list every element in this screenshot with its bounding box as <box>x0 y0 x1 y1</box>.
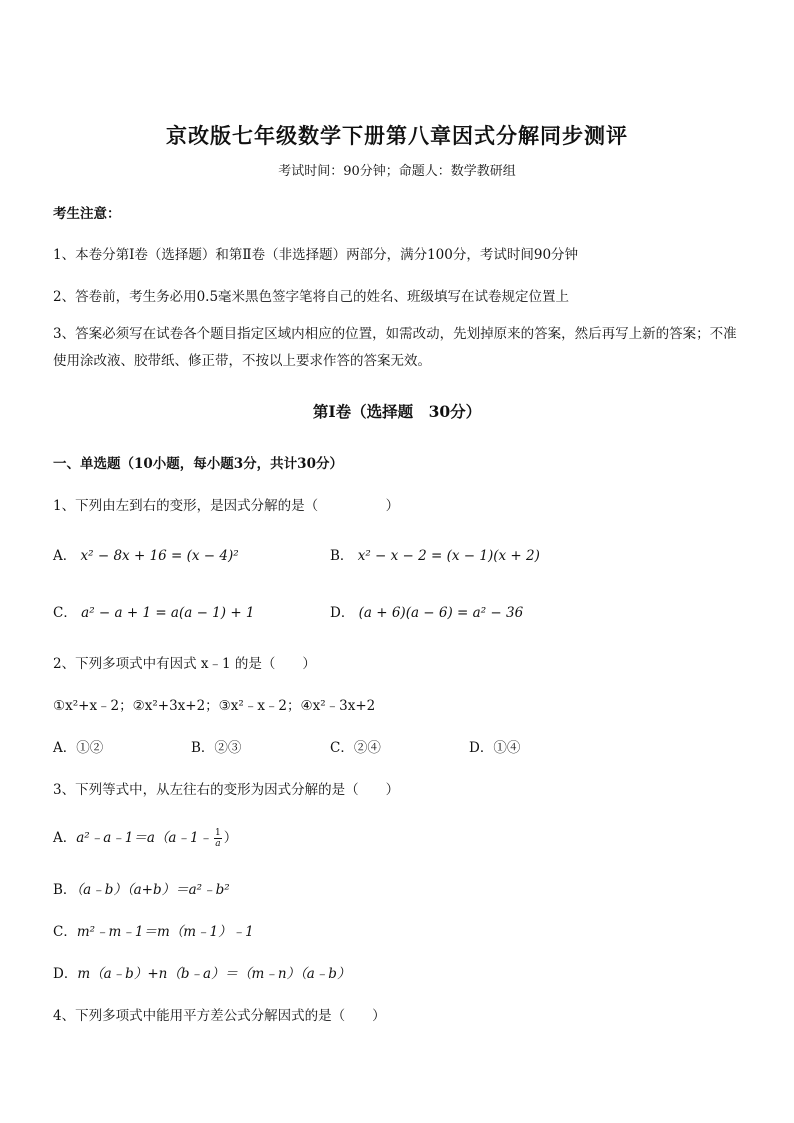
option-label: B． <box>191 740 215 756</box>
option-text: x² − 8x + 16 = (x − 4)² <box>80 548 239 564</box>
option-text: x² − x − 2 = (x − 1)(x + 2) <box>357 548 540 564</box>
fraction-numerator: 1 <box>215 828 221 838</box>
question-2-option-b <box>191 736 241 756</box>
part-title: 一、单选题（10小题，每小题3分，共计30分） <box>53 456 343 472</box>
option-label: B． <box>53 882 77 898</box>
notice-heading: 考生注意： <box>53 206 121 222</box>
question-3-option-b <box>53 878 230 898</box>
option-text: (a + 6)(a − 6) = a² − 36 <box>358 605 524 621</box>
question-2-option-d <box>469 736 520 756</box>
question-1-option-a <box>53 544 239 564</box>
option-text: a² − a + 1 = a(a − 1) + 1 <box>81 605 255 621</box>
option-label: A． <box>53 740 77 756</box>
fraction-denominator: a <box>215 839 221 849</box>
option-label: D． <box>330 605 355 621</box>
option-label: A． <box>53 548 77 564</box>
question-2-option-a <box>53 736 103 756</box>
question-1-option-d <box>330 601 523 621</box>
option-label: A． <box>53 830 77 846</box>
option-label: D． <box>53 966 78 982</box>
question-2-option-c <box>330 736 381 756</box>
option-text-end: ） <box>223 830 238 846</box>
option-label: C． <box>53 924 77 940</box>
question-1-option-b <box>330 544 540 564</box>
option-text: （a﹣b）（a+b）＝a²﹣b² <box>76 882 230 898</box>
option-label: C． <box>330 740 354 756</box>
option-text: a²﹣a﹣1＝a（a﹣1﹣ <box>76 830 213 846</box>
notice-item-3: 3、答案必须写在试卷各个题目指定区域内相应的位置，如需改动，先划掉原来的答案，然后再写上新的答案；不准使用涂改液、胶带纸、修正带，不按以上要求作答的答案无效。 <box>53 326 737 369</box>
question-3-option-d <box>53 962 350 982</box>
question-1-option-c <box>53 601 255 621</box>
question-1-stem: 1、下列由左到右的变形，是因式分解的是（ ） <box>53 498 400 514</box>
page-title: 京改版七年级数学下册第八章因式分解同步测评 <box>166 123 628 148</box>
fraction <box>214 828 222 849</box>
option-text: ①④ <box>493 740 521 756</box>
option-text: ①② <box>76 740 104 756</box>
question-3-stem: 3、下列等式中，从左往右的变形为因式分解的是（ ） <box>53 782 400 798</box>
question-2-stem: 2、下列多项式中有因式 x﹣1 的是（ ） <box>53 656 316 672</box>
option-text: m（a﹣b）+n（b﹣a）＝（m﹣n）（a﹣b） <box>77 966 351 982</box>
notice-item-2: 2、答卷前，考生务必用0.5毫米黑色签字笔将自己的姓名、班级填写在试卷规定位置上 <box>53 289 570 305</box>
section-title: 第Ⅰ卷（选择题 30分） <box>312 402 482 421</box>
option-label: D． <box>469 740 494 756</box>
option-text: ②④ <box>353 740 381 756</box>
exam-info: 考试时间：90分钟；命题人：数学教研组 <box>278 164 516 179</box>
question-3-option-a <box>53 826 237 849</box>
option-label: C． <box>53 605 77 621</box>
option-text: m²﹣m﹣1＝m（m﹣1）﹣1 <box>76 924 254 940</box>
notice-item-1: 1、本卷分第Ⅰ卷（选择题）和第Ⅱ卷（非选择题）两部分，满分100分，考试时间90分钟 <box>53 247 579 263</box>
question-2-list: ①x²+x﹣2；②x²+3x+2；③x²﹣x﹣2；④x²﹣3x+2 <box>53 698 376 714</box>
question-3-option-c <box>53 920 254 940</box>
question-4-stem: 4、下列多项式中能用平方差公式分解因式的是（ ） <box>53 1008 386 1024</box>
option-text: ②③ <box>214 740 242 756</box>
option-label: B． <box>330 548 354 564</box>
